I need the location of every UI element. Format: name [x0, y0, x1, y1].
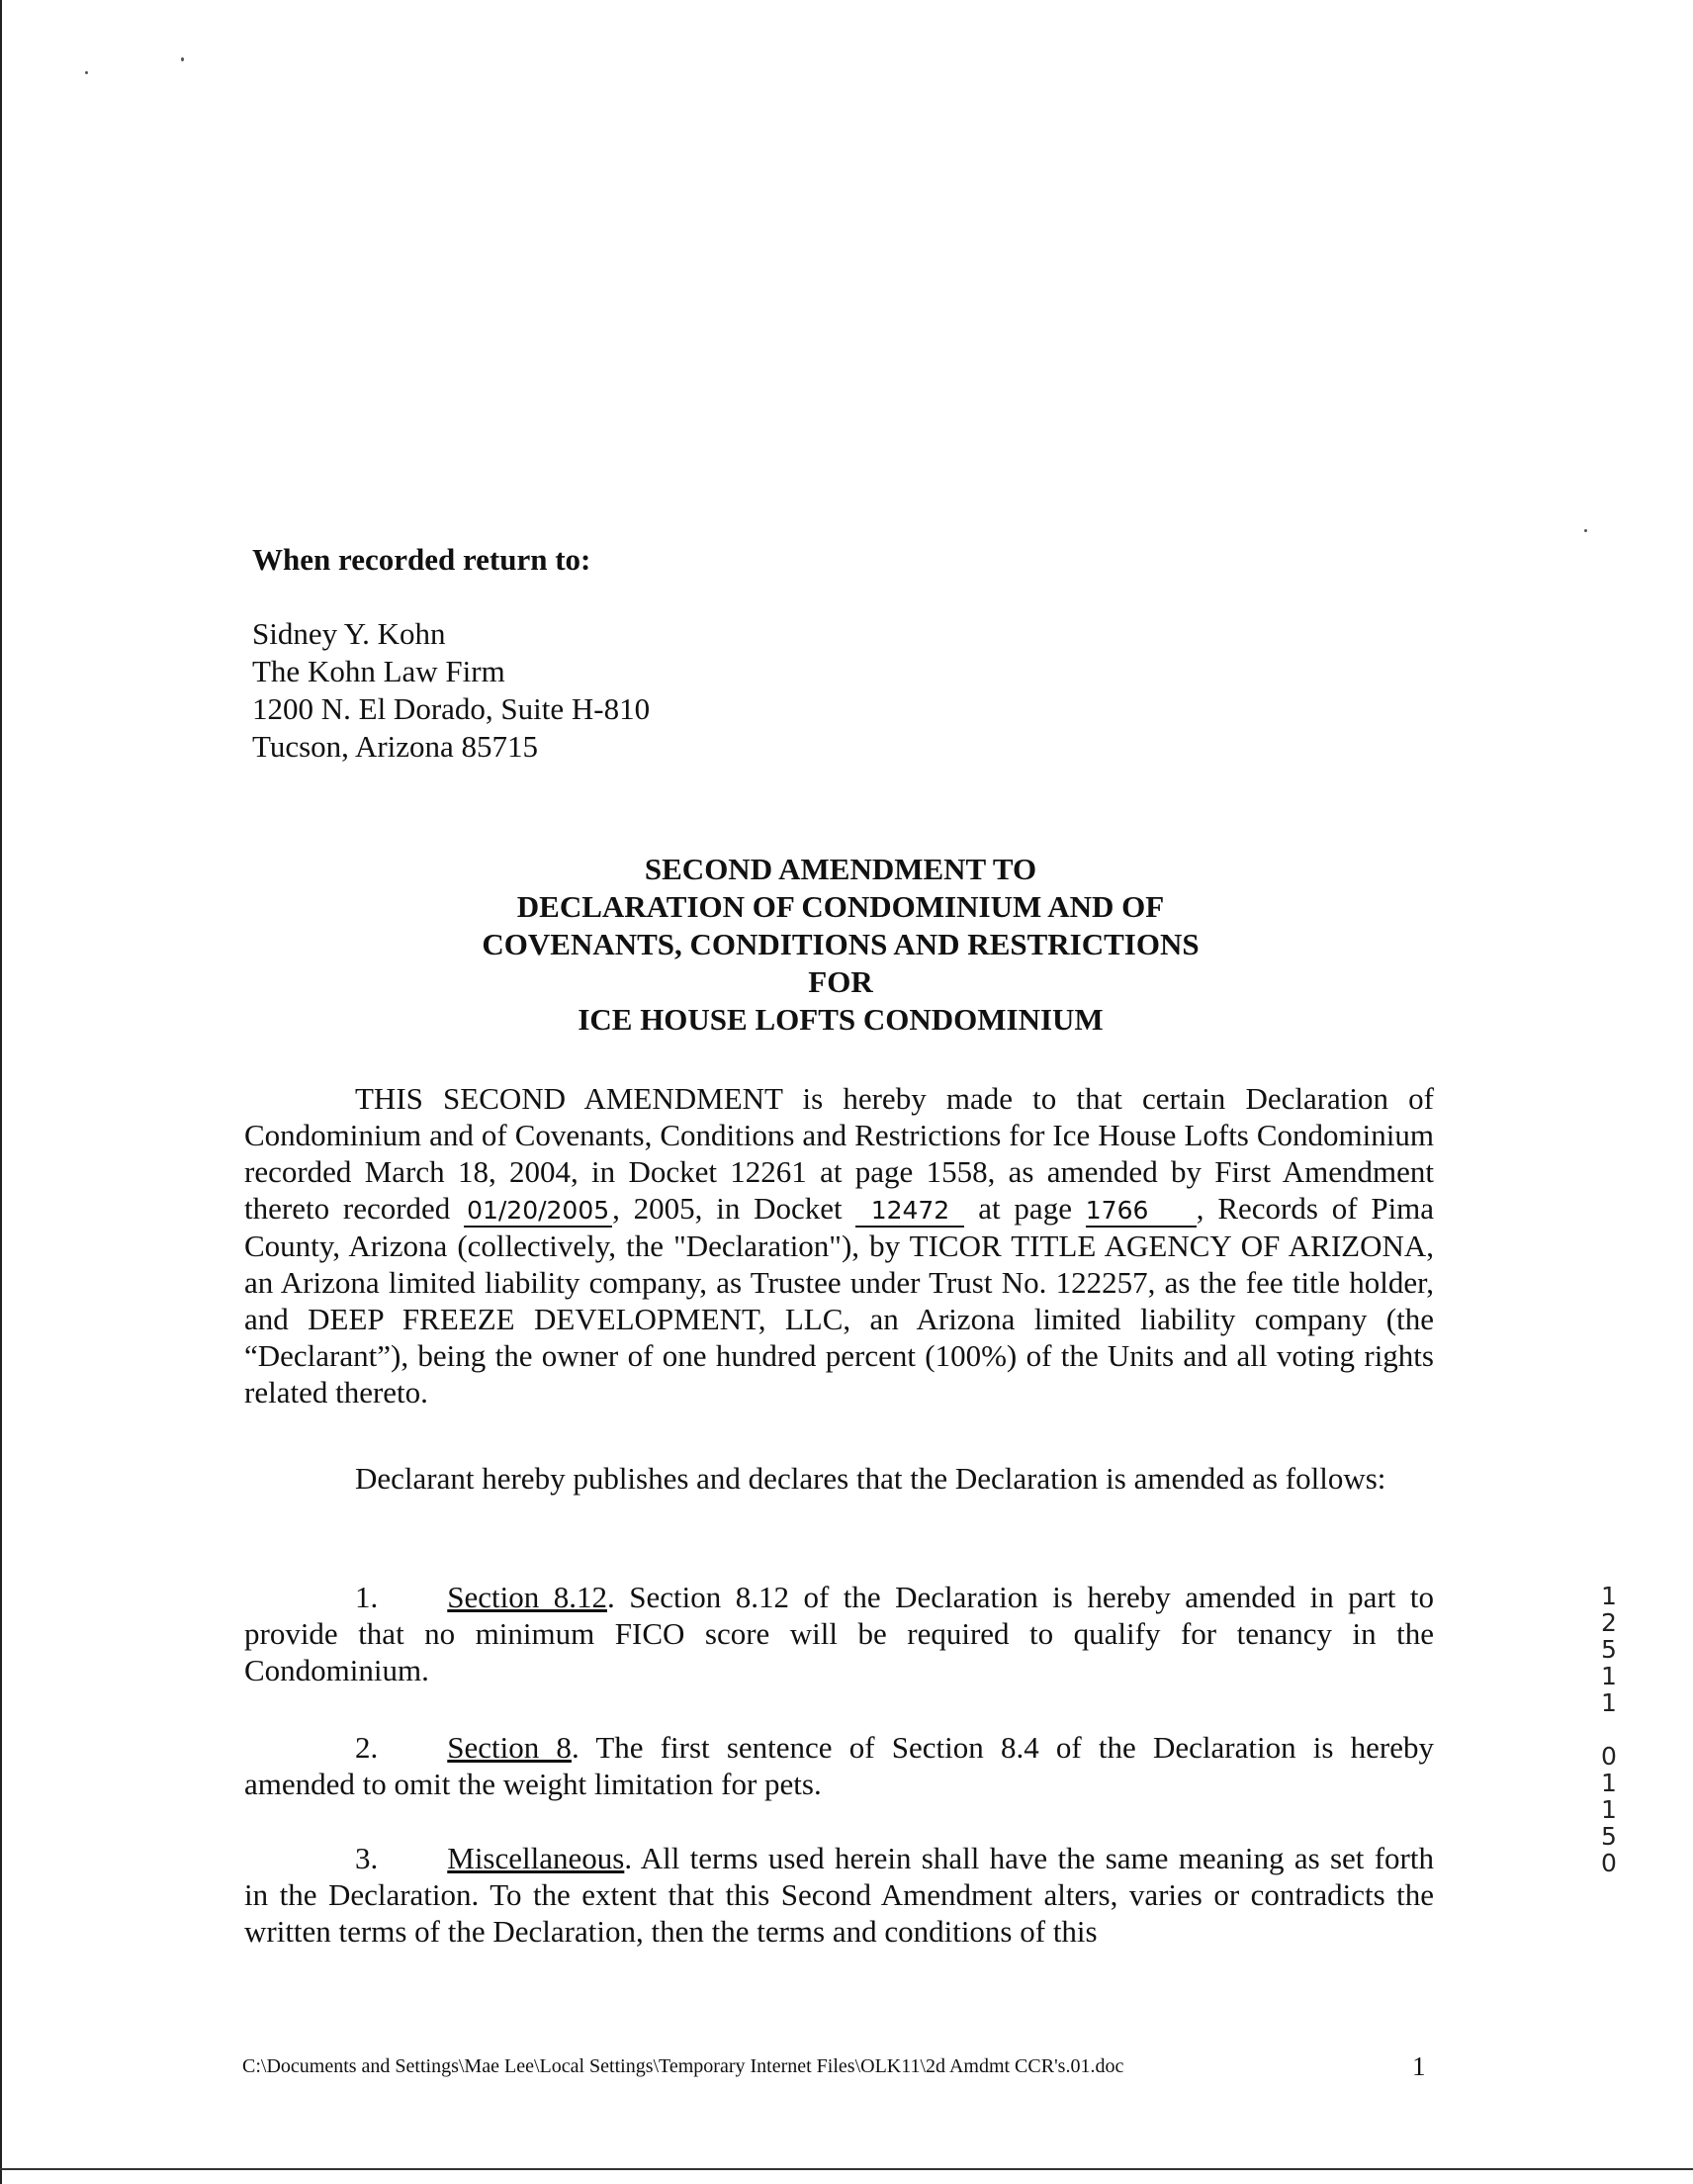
stamp-digit: 1 [1601, 1795, 1617, 1824]
scan-bottom-edge [0, 2168, 1693, 2170]
amendment-item [244, 1579, 1434, 1688]
recital-text: , Records of Pima County, Arizona (collectively, the "Declaration"), by TICOR TITLE AGENCY OF ARIZONA, an Arizona limited liability company, as Trustee under Trust No. 122257, as the fee title holder, and DEEP FREEZE DEVELOPMENT, LLC, an Arizona limited liability company (the “Declarant”), being the owner of one hundred percent (100%) of the Units and all voting rights related thereto. [244, 1191, 1435, 1410]
title-line: ICE HOUSE LOFTS CONDOMINIUM [578, 1002, 1104, 1037]
item-number: 3. [355, 1841, 379, 1875]
recital-text: , 2005, in Docket [612, 1191, 843, 1226]
return-address [252, 615, 650, 766]
declaration-text: Declarant hereby publishes and declares that the Declaration is amended as follows: [355, 1461, 1386, 1496]
scan-speck [181, 57, 184, 61]
item-text: . The first sentence of Section 8.4 of the Declaration is hereby amended to omit the weight limitation for pets. [244, 1730, 1434, 1801]
item-heading: Miscellaneous [447, 1841, 625, 1875]
stamp-digit: 5 [1601, 1822, 1617, 1851]
item-heading: Section 8.12 [447, 1580, 607, 1614]
recording-margin-stamp [1594, 1583, 1624, 1876]
recorded-date-fill: 01/20/2005 [464, 1196, 612, 1228]
declaration-paragraph [244, 1460, 1434, 1497]
address-line: Sidney Y. Kohn [252, 616, 446, 651]
item-number: 2. [355, 1730, 379, 1765]
amendment-item [244, 1840, 1434, 1950]
title-line: SECOND AMENDMENT TO [644, 852, 1037, 886]
stamp-digit: 0 [1601, 1849, 1617, 1877]
recital-text: THIS SECOND AMENDMENT is hereby made to that certain Declaration of Condominium and of Covenants, Conditions and Restrictions for Ice House Lofts Condominium recorded March 18, 2004, in Docket 12261 at page 1558, as amended by First Amendment thereto recorded [244, 1081, 1434, 1226]
title-line: DECLARATION OF CONDOMINIUM AND OF [516, 889, 1165, 924]
amendment-item [244, 1729, 1434, 1802]
item-number: 1. [355, 1580, 379, 1614]
footer-file-path: C:\Documents and Settings\Mae Lee\Local Settings\Temporary Internet Files\OLK11\2d Amdmt CCR's.01.doc [242, 2055, 1124, 2077]
scan-speck [85, 71, 88, 74]
page-fill: 1766 [1086, 1196, 1197, 1228]
stamp-digit: 1 [1601, 1688, 1617, 1717]
stamp-digit: 1 [1601, 1769, 1617, 1797]
scan-speck [1584, 529, 1587, 532]
docket-fill: 12472 [855, 1196, 964, 1228]
stamp-digit: 0 [1601, 1742, 1617, 1771]
item-text: . All terms used herein shall have the same meaning as set forth in the Declaration. To the extent that this Second Amendment alters, varies or contradicts the written terms of the Declaration, then the terms and conditions of this [244, 1841, 1434, 1949]
title-line: COVENANTS, CONDITIONS AND RESTRICTIONS [482, 927, 1200, 961]
item-heading: Section 8 [447, 1730, 572, 1765]
title-line: FOR [808, 964, 873, 999]
address-line: 1200 N. El Dorado, Suite H-810 [252, 691, 651, 726]
recital-text: at page [978, 1191, 1072, 1226]
address-line: The Kohn Law Firm [252, 654, 505, 688]
page-number: 1 [1412, 2051, 1426, 2081]
stamp-digit: 2 [1601, 1608, 1617, 1637]
stamp-digit: 5 [1601, 1635, 1617, 1664]
document-title [297, 851, 1384, 1039]
item-text: . Section 8.12 of the Declaration is hereby amended in part to provide that no minimum FICO score will be required to qualify for tenancy in the Condominium. [244, 1580, 1434, 1687]
scan-left-edge [0, 0, 2, 2184]
stamp-digit: 1 [1601, 1662, 1617, 1690]
recital-paragraph [244, 1080, 1434, 1410]
return-to-heading: When recorded return to: [252, 542, 591, 577]
stamp-digit: 1 [1601, 1582, 1617, 1610]
address-line: Tucson, Arizona 85715 [252, 729, 539, 764]
